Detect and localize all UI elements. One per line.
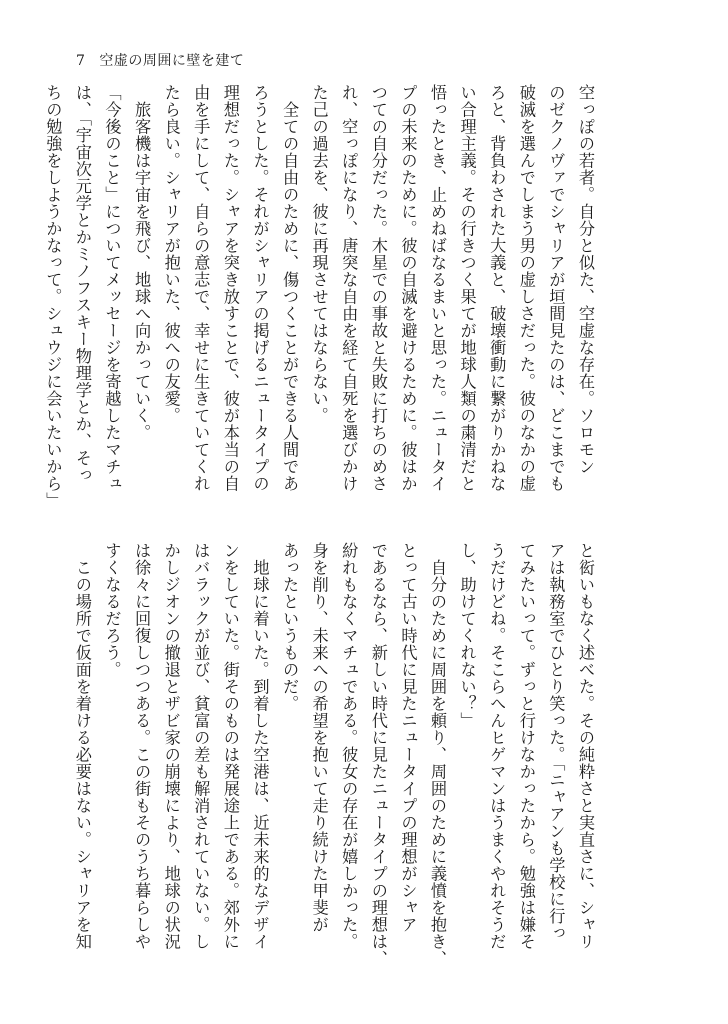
text-line: プの未来のために。彼の自滅を避けるために。彼はか	[398, 84, 418, 492]
text-line: のゼクノヴァでシャリアが垣間見たのは、どこまでも	[546, 84, 566, 492]
text-line: ろうとした。それがシャリアの掲げるニュータイプの	[250, 84, 270, 492]
text-line: 紛れもなくマチュである。彼女の存在が嬉しかった。	[339, 542, 359, 950]
text-line: はバラックが並び、貧富の差も解消されていない。し	[191, 542, 211, 950]
text-line: かしジオンの撤退とザビ家の崩壊により、地球の状況	[161, 542, 181, 950]
page-number: 7	[76, 53, 86, 69]
text-line: た己の過去を、彼に再現させてはならない。	[309, 84, 329, 424]
text-line: 理想だった。シャアを突き放すことで、彼が本当の自	[220, 84, 240, 492]
text-column-top	[43, 84, 600, 524]
text-line: は徐々に回復しつつある。この街もそのうち暮らしや	[132, 542, 152, 950]
text-line: 全ての自由のために、傷つくことができる人間であ	[280, 84, 300, 492]
text-line: うだけどね。そこらへんヒゲマンはうまくやれそうだ	[487, 542, 507, 950]
text-line: すくなるだろう。	[102, 542, 122, 678]
text-line: 地球に着いた。到着した空港は、近未来的なデザイ	[250, 542, 270, 950]
text-line: てみたいって。ずっと行けなかったから。勉強は嫌そ	[516, 542, 536, 950]
text-line: 空っぽの若者。自分と似た、空虚な存在。ソロモン	[576, 84, 595, 475]
text-line: たら良い。シャリアが抱いた、彼への友愛。	[161, 84, 181, 424]
text-line: ンをしていた。街そのものは発展途上である。郊外に	[220, 542, 240, 950]
text-line: この場所で仮面を着ける必要はない。シャリアを知	[72, 542, 92, 950]
text-line: は、「宇宙次元学とかミノフスキー物理学とか、そっ	[72, 84, 92, 484]
text-line: れ、空っぽになり、唐突な自由を経て自死を選びかけ	[339, 84, 359, 492]
text-line: とって古い時代に見たニュータイプの理想がシャア	[398, 542, 418, 933]
text-line: 悟ったとき、止めねばなるまいと思った。ニュータイ	[428, 84, 448, 492]
text-line: し、助けてくれない？」	[457, 542, 477, 729]
text-line: 身を削り、未来への希望を抱いて走り続けた甲斐が	[309, 542, 329, 933]
running-header	[76, 50, 244, 70]
text-line: つての自分だった。木星での事故と失敗に打ちのめさ	[368, 84, 388, 492]
text-line: ちの勉強をしようかなって。シュウジに会いたいから」	[43, 84, 63, 509]
chapter-title: 空虚の周囲に壁を建て	[99, 53, 245, 69]
text-column-bottom	[72, 542, 600, 982]
text-line: あったというものだ。	[280, 542, 300, 712]
text-line: い合理主義。その行きつく果てが地球人類の粛清だと	[457, 84, 477, 492]
text-line: 由を手にして、自らの意志で、幸せに生きていてくれ	[191, 84, 211, 492]
text-line: アは執務室でひとり笑った。「ニャアンも学校に行っ	[546, 542, 566, 942]
text-line: と衒いもなく述べた。その純粋さと実直さに、シャリ	[576, 542, 595, 950]
text-line: 自分のために周囲を頼り、周囲のために義憤を抱き、	[428, 542, 448, 967]
text-line: であるなら、新しい時代に見たニュータイプの理想は、	[368, 542, 388, 967]
text-line: 旅客機は宇宙を飛び、地球へ向かっていく。	[132, 84, 152, 441]
text-line: ろと、背負わされた大義と、破壊衝動に繋がりかねな	[487, 84, 507, 492]
text-line: 「今後のこと」についてメッセージを寄越したマチュ	[102, 84, 122, 492]
text-line: 破滅を選んでしまう男の虚しさだった。彼のなかの虚	[516, 84, 536, 492]
